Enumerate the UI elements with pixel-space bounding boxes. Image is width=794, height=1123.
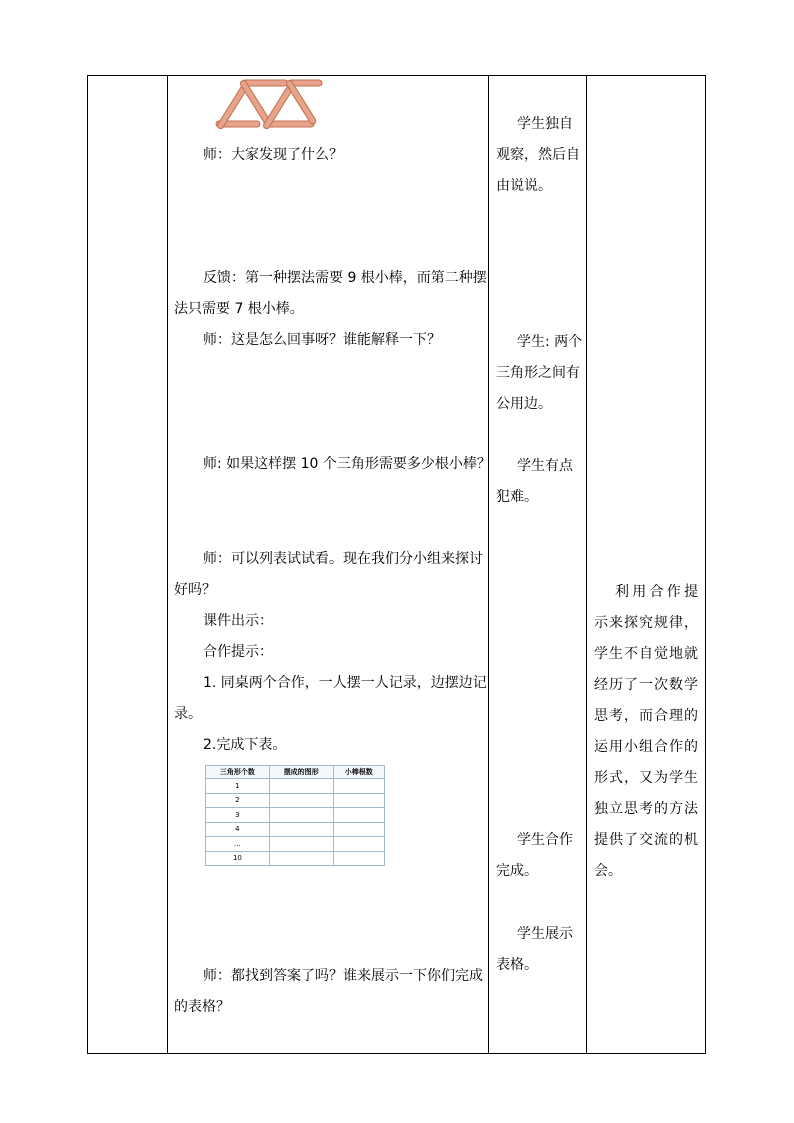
process-line: 合作提示： — [203, 644, 273, 660]
table-cell — [333, 793, 384, 808]
student-activity-3: 学生有点 犯难。 — [496, 458, 573, 505]
matchstick-triangles-illustration — [206, 76, 326, 132]
column-divider — [586, 76, 587, 1053]
table-cell — [269, 851, 333, 866]
table-cell — [333, 808, 384, 823]
record-table — [205, 765, 385, 866]
stick — [242, 80, 288, 86]
process-line: 师：可以列表试试看。现在我们分小组来探讨 — [203, 551, 483, 567]
process-line: 师: 如果这样摆 10 个三角形需要多少根小棒？ — [203, 456, 491, 472]
table-cell: 3 — [206, 808, 270, 823]
table-cell: 10 — [206, 851, 270, 866]
student-activity-2: 学生: 两个 三角形之间有 公用边。 — [496, 334, 583, 412]
process-line: 课件出示： — [203, 613, 273, 629]
table-cell: … — [206, 837, 270, 852]
process-line: 师：这是怎么回事呀？谁能解释一下？ — [203, 332, 441, 348]
column-divider — [488, 76, 489, 1053]
process-line: 的表格？ — [174, 999, 230, 1015]
table-row — [206, 793, 385, 808]
table-cell: 1 — [206, 779, 270, 794]
table-cell — [269, 793, 333, 808]
process-line: 师：都找到答案了吗？谁来展示一下你们完成 — [203, 968, 483, 984]
column-divider — [167, 76, 168, 1053]
process-line: 法只需要 7 根小棒。 — [174, 301, 304, 317]
student-activity-1: 学生独自 观察，然后自 由说说。 — [496, 116, 580, 194]
table-cell — [269, 837, 333, 852]
process-line: 好吗？ — [174, 582, 216, 598]
table-row — [206, 822, 385, 837]
table-header: 小棒根数 — [333, 766, 384, 779]
table-cell — [269, 822, 333, 837]
table-cell: 4 — [206, 822, 270, 837]
table-header: 摆成的图形 — [269, 766, 333, 779]
table-row — [206, 779, 385, 794]
table-cell: 2 — [206, 793, 270, 808]
table-cell — [333, 851, 384, 866]
lesson-plan-table — [87, 75, 706, 1054]
table-cell — [269, 808, 333, 823]
table-row — [206, 808, 385, 823]
process-line: 反馈：第一种摆法需要 9 根小棒，而第二种摆 — [203, 270, 487, 286]
table-cell — [333, 837, 384, 852]
student-activity-5: 学生展示 表格。 — [496, 926, 573, 973]
table-cell — [333, 779, 384, 794]
process-line: 2.完成下表。 — [203, 737, 287, 753]
table-row — [206, 837, 385, 852]
process-line: 1. 同桌两个合作，一人摆一人记录，边摆边记 — [203, 675, 487, 691]
process-line: 师：大家发现了什么？ — [203, 147, 343, 163]
table-cell — [269, 779, 333, 794]
student-activity-4: 学生合作 完成。 — [496, 832, 573, 879]
table-header: 三角形个数 — [206, 766, 270, 779]
table-cell — [333, 822, 384, 837]
table-row — [206, 851, 385, 866]
process-line: 录。 — [174, 706, 202, 722]
design-intent-text: 利用合作提示来探究规律，学生不自觉地就经历了一次数学思考，而合理的运用小组合作的形式，又为学生独立思考的方法提供了交流的机会。 — [594, 584, 698, 879]
